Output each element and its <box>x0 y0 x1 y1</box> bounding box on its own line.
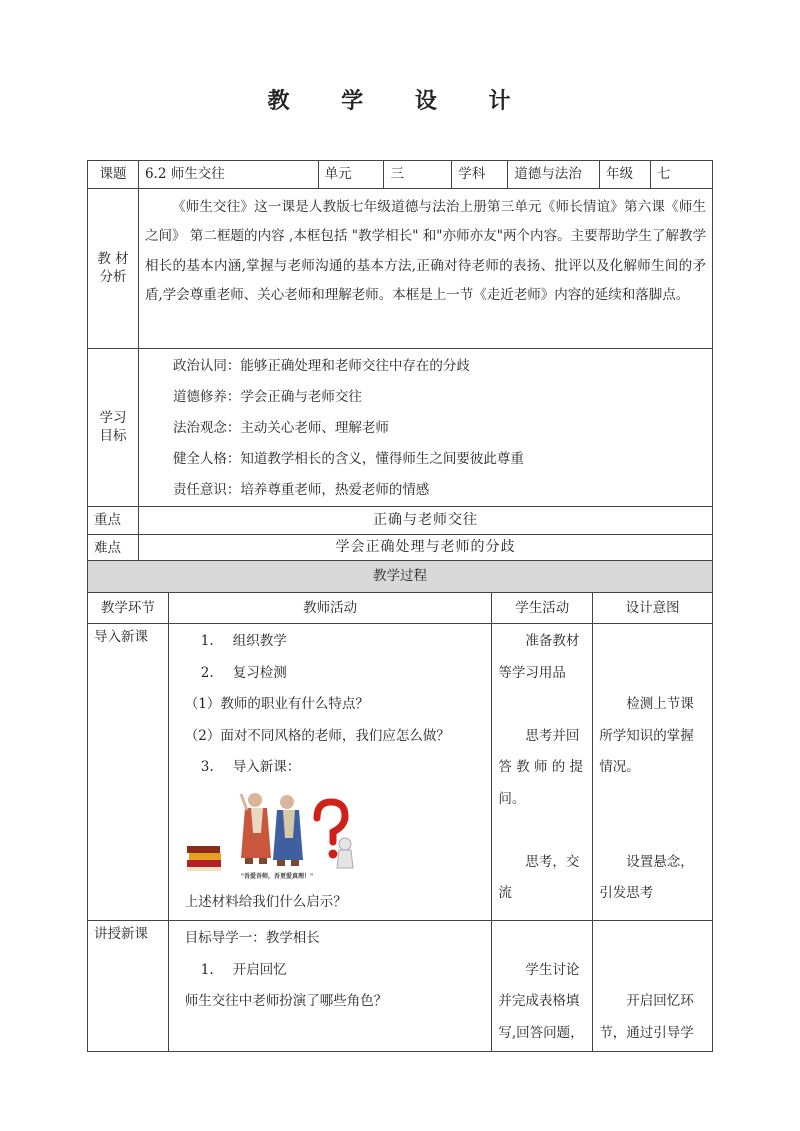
philosophers-illustration <box>185 788 365 883</box>
student-text: 等学习用品 <box>498 664 566 681</box>
philosopher-figure-icon <box>273 795 303 866</box>
key-point-label: 重点 <box>88 506 139 534</box>
design-text: 节，通过引导学 <box>599 1024 694 1041</box>
analysis-text: 《师生交往》这一课是人教版七年级道德与法治上册第三单元《师长情谊》第六课《师生之间》 第二框题的内容 ,本框包括 "教学相长" 和"亦师亦友"两个内容。主要帮助学生了解教学相长的基本内涵,掌握与老师沟通的基本方法,正确对待老师的表扬、批评以及化解师生间的矛盾,学会尊重老师、关心老师和理解老师。本框是上一节《走近老师》内容的延续和落脚点。 <box>138 188 712 348</box>
teacher-step: 2. 复习检测 <box>200 664 287 681</box>
design-text: 情况。 <box>599 759 640 775</box>
design-text: 引发思考 <box>599 885 654 901</box>
review-question: （2）面对不同风格的老师，我们应怎么做？ <box>184 727 450 744</box>
unit-label: 单元 <box>318 161 384 189</box>
teach-student-activity <box>492 921 593 1052</box>
analysis-label <box>88 188 139 348</box>
goal-heading: 目标导学一：教学相长 <box>184 930 320 946</box>
teach-stage: 讲授新课 <box>88 921 169 1052</box>
illustration-svg <box>185 788 365 883</box>
student-text: 思考并回 <box>525 727 580 744</box>
student-text: 答 教 师 的 提 <box>498 759 584 775</box>
objective-item: 道德修养：学会正确与老师交往 <box>172 388 362 405</box>
teacher-step: 1. 开启回忆 <box>200 961 287 978</box>
question-mark-icon <box>317 802 353 868</box>
student-text: 写,回答问题， <box>498 1024 584 1041</box>
page-title: 教 学 设 计 <box>267 88 533 114</box>
col-student: 学生活动 <box>492 593 593 624</box>
objectives-list <box>138 348 712 506</box>
info-table <box>87 160 713 563</box>
process-header-row <box>88 561 713 593</box>
teacher-step: 3. 导入新课： <box>200 759 301 775</box>
difficulty-label: 难点 <box>88 534 139 562</box>
process-table <box>87 560 713 1052</box>
student-text: 问。 <box>498 790 526 807</box>
objectives-label-line2: 目标 <box>99 428 127 445</box>
analysis-label-line1: 教 材 <box>97 250 129 267</box>
difficulty-value: 学会正确处理与老师的分歧 <box>138 534 712 562</box>
student-text: 并完成表格填 <box>498 993 580 1009</box>
books-icon <box>187 846 221 871</box>
col-stage: 教学环节 <box>88 593 169 624</box>
student-text: 学生讨论 <box>525 961 580 978</box>
design-text: 设置悬念， <box>626 853 694 870</box>
teach-design-intent <box>593 921 713 1052</box>
reflection-question: 上述材料给我们什么启示？ <box>184 893 347 910</box>
column-header-row <box>88 593 713 624</box>
review-question: （1）教师的职业有什么特点？ <box>184 696 369 712</box>
design-text: 所学知识的掌握 <box>599 727 694 744</box>
design-text: 开启回忆环 <box>626 993 694 1009</box>
student-text: 思考，交 <box>525 853 580 870</box>
difficulty-row <box>88 534 713 562</box>
illustration-caption: "吾爱吾师，吾更爱真理！" <box>240 872 313 880</box>
unit-value: 三 <box>384 161 452 189</box>
philosopher-figure-icon <box>241 793 271 864</box>
topic-label: 课题 <box>88 161 139 189</box>
grade-label: 年级 <box>600 161 651 189</box>
analysis-label-line2: 分析 <box>99 269 127 286</box>
teacher-question: 师生交往中老师扮演了哪些角色？ <box>184 993 388 1009</box>
objectives-label <box>88 348 139 506</box>
process-header: 教学过程 <box>88 561 713 593</box>
subject-label: 学科 <box>452 161 508 189</box>
design-text: 检测上节课 <box>626 696 694 712</box>
key-point-value: 正确与老师交往 <box>138 506 712 534</box>
objective-item: 政治认同：能够正确处理和老师交往中存在的分歧 <box>172 357 470 374</box>
grade-value: 七 <box>651 161 713 189</box>
student-text: 流 <box>498 885 512 901</box>
col-teacher: 教师活动 <box>168 593 492 624</box>
analysis-row <box>88 188 713 348</box>
intro-stage: 导入新课 <box>88 624 169 921</box>
student-text: 准备教材 <box>525 633 580 649</box>
objective-item: 法治观念：主动关心老师、理解老师 <box>172 419 389 436</box>
intro-teacher-activity <box>168 624 492 921</box>
objective-item: 责任意识：培养尊重老师，热爱老师的情感 <box>172 481 430 498</box>
info-row <box>88 161 713 189</box>
teach-teacher-activity <box>168 921 492 1052</box>
key-point-row <box>88 506 713 534</box>
teacher-step: 1. 组织教学 <box>200 633 287 649</box>
intro-row <box>88 624 713 921</box>
teach-row <box>88 921 713 1052</box>
subject-value: 道德与法治 <box>508 161 600 189</box>
col-design: 设计意图 <box>593 593 713 624</box>
objectives-row <box>88 348 713 506</box>
objectives-label-line1: 学习 <box>99 409 127 426</box>
intro-design-intent <box>593 624 713 921</box>
intro-student-activity <box>492 624 593 921</box>
objective-item: 健全人格：知道教学相长的含义，懂得师生之间要彼此尊重 <box>172 450 524 467</box>
topic-value: 6.2 师生交往 <box>138 161 318 189</box>
